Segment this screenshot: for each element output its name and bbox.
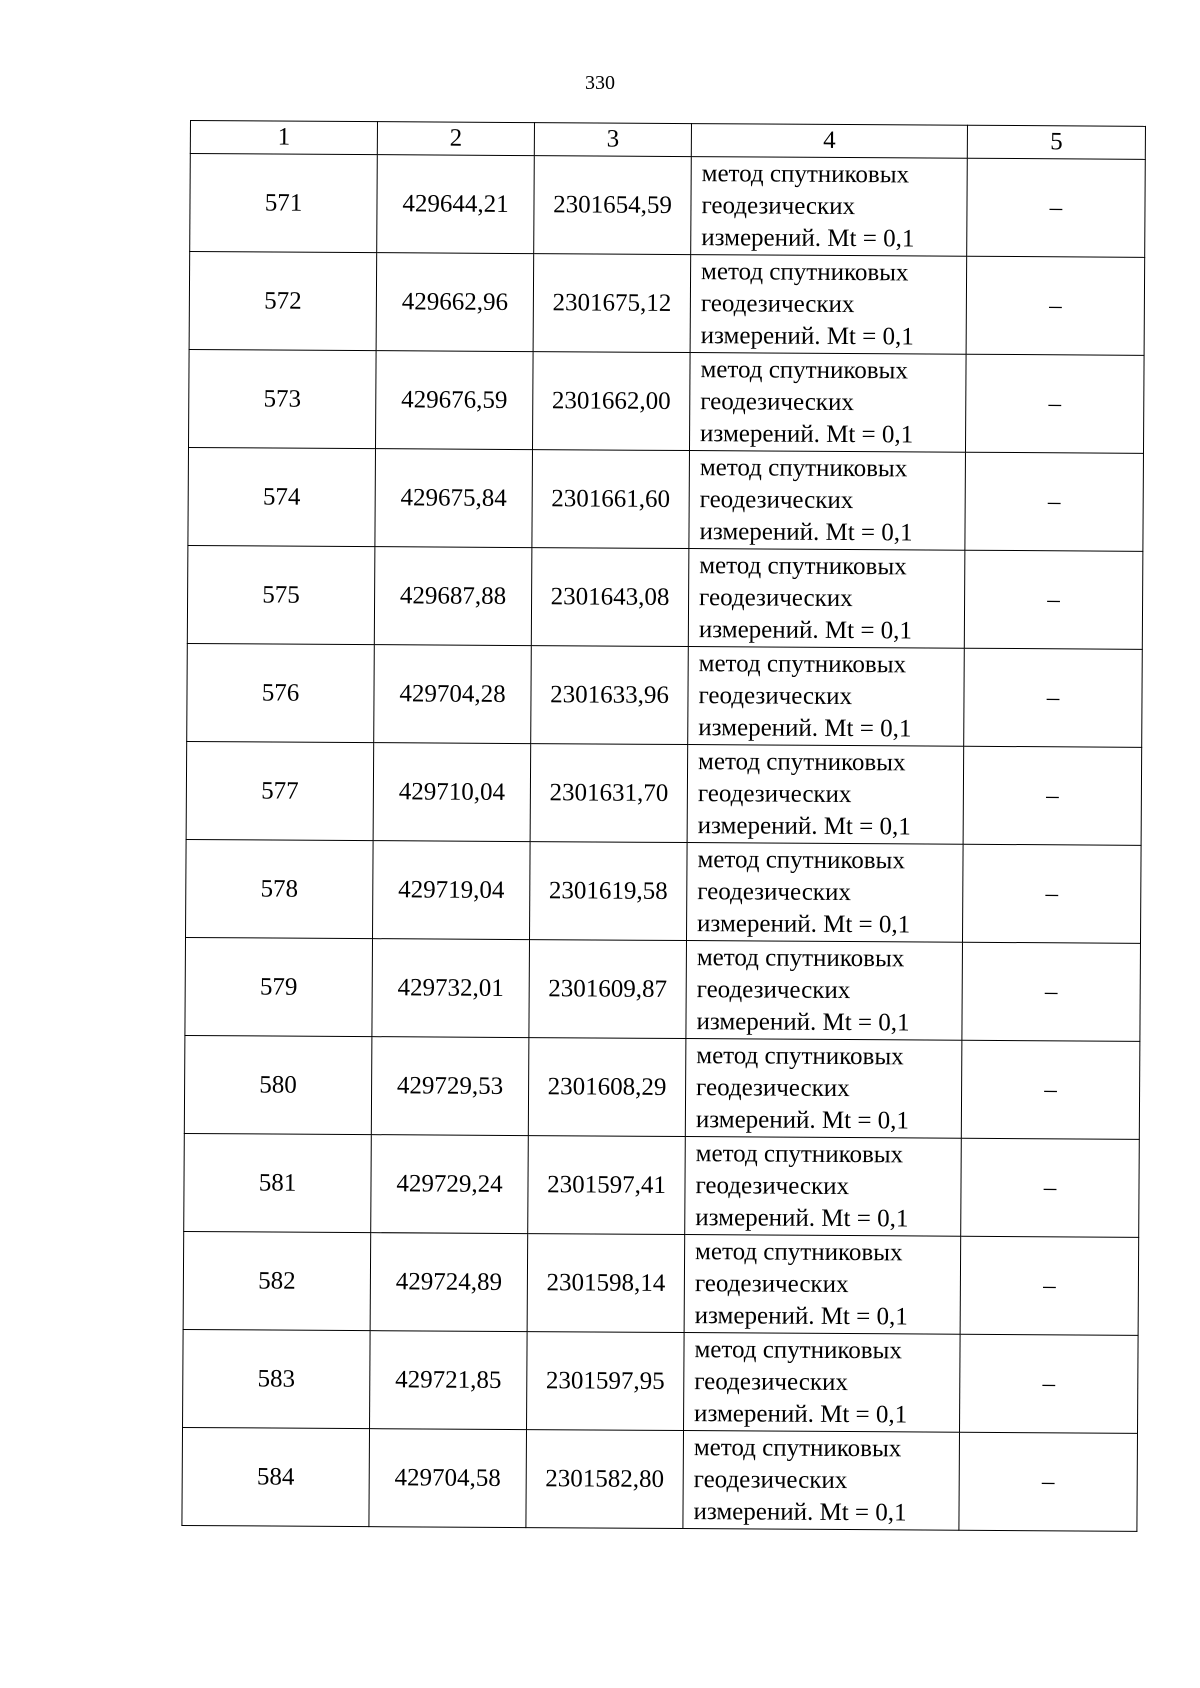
method-line: измерений. Mt = 0,1 — [700, 419, 914, 448]
x-coordinate-cell: 429721,85 — [370, 1331, 528, 1430]
y-coordinate-cell: 2301643,08 — [531, 548, 689, 647]
method-line: измерений. Mt = 0,1 — [696, 1007, 910, 1036]
method-line: метод спутниковых — [697, 845, 905, 874]
method-line: геодезических — [699, 583, 853, 612]
method-cell — [689, 451, 966, 551]
coordinates-table — [181, 120, 1146, 1532]
y-coordinate-cell: 2301582,80 — [526, 1430, 684, 1529]
y-coordinate-cell: 2301661,60 — [532, 450, 690, 549]
x-coordinate-cell: 429732,01 — [372, 939, 530, 1038]
method-line: измерений. Mt = 0,1 — [699, 517, 913, 546]
y-coordinate-cell: 2301597,41 — [528, 1136, 686, 1235]
method-line: измерений. Mt = 0,1 — [697, 811, 911, 840]
point-number-cell: 576 — [187, 643, 375, 742]
method-line: метод спутниковых — [693, 1433, 902, 1462]
y-coordinate-cell: 2301654,59 — [534, 156, 692, 255]
table-row — [187, 545, 1143, 649]
method-line: измерений. Mt = 0,1 — [700, 321, 914, 350]
note-cell: – — [966, 256, 1145, 355]
method-cell — [685, 1039, 962, 1139]
point-number-cell: 581 — [184, 1133, 372, 1232]
table-row — [182, 1427, 1138, 1531]
point-number-cell: 577 — [186, 741, 374, 840]
column-header-4: 4 — [691, 124, 967, 159]
table-row — [190, 154, 1146, 258]
note-cell: – — [962, 844, 1141, 943]
method-line: геодезических — [698, 681, 853, 710]
method-line: геодезических — [695, 1171, 850, 1200]
y-coordinate-cell: 2301619,58 — [529, 842, 687, 941]
column-header-2: 2 — [377, 122, 534, 156]
table-row — [183, 1329, 1139, 1433]
y-coordinate-cell: 2301597,95 — [527, 1332, 685, 1431]
method-line: геодезических — [700, 289, 855, 318]
method-line: измерений. Mt = 0,1 — [701, 223, 915, 252]
point-number-cell: 584 — [182, 1427, 370, 1526]
column-header-5: 5 — [967, 125, 1145, 159]
column-header-1: 1 — [190, 121, 377, 155]
x-coordinate-cell: 429719,04 — [373, 841, 531, 940]
point-number-cell: 579 — [185, 937, 373, 1036]
method-line: метод спутниковых — [698, 747, 906, 776]
x-coordinate-cell: 429729,24 — [371, 1135, 529, 1234]
method-line: метод спутниковых — [699, 551, 907, 580]
table-row — [183, 1231, 1139, 1335]
method-line: метод спутниковых — [700, 355, 908, 384]
point-number-cell: 583 — [183, 1329, 371, 1428]
x-coordinate-cell: 429729,53 — [371, 1037, 529, 1136]
point-number-cell: 574 — [188, 447, 376, 546]
method-line: измерений. Mt = 0,1 — [695, 1203, 909, 1232]
page-number: 330 — [585, 72, 615, 94]
method-cell — [687, 745, 964, 845]
note-cell: – — [967, 158, 1146, 257]
y-coordinate-cell: 2301675,12 — [533, 254, 691, 353]
point-number-cell: 571 — [190, 154, 378, 253]
method-line: метод спутниковых — [701, 159, 910, 188]
method-line: измерений. Mt = 0,1 — [697, 909, 911, 938]
note-cell: – — [959, 1432, 1138, 1531]
table-row — [184, 1035, 1140, 1139]
y-coordinate-cell: 2301609,87 — [529, 940, 687, 1039]
method-line: измерений. Mt = 0,1 — [695, 1105, 910, 1134]
method-line: измерений. Mt = 0,1 — [694, 1301, 908, 1330]
note-cell: – — [965, 452, 1144, 551]
x-coordinate-cell: 429676,59 — [375, 351, 533, 450]
x-coordinate-cell: 429724,89 — [370, 1233, 528, 1332]
method-cell — [689, 353, 966, 453]
x-coordinate-cell: 429687,88 — [374, 547, 532, 646]
method-cell — [691, 157, 968, 257]
x-coordinate-cell: 429675,84 — [375, 449, 533, 548]
x-coordinate-cell: 429710,04 — [373, 743, 531, 842]
method-line: геодезических — [699, 485, 854, 514]
column-header-3: 3 — [534, 123, 691, 157]
table-row — [184, 1133, 1140, 1237]
method-line: метод спутниковых — [699, 453, 908, 482]
method-cell — [684, 1333, 961, 1433]
table-row — [187, 643, 1143, 747]
note-cell: – — [963, 746, 1142, 845]
method-line: метод спутниковых — [694, 1335, 902, 1364]
note-cell: – — [964, 648, 1143, 747]
x-coordinate-cell: 429704,28 — [374, 645, 532, 744]
x-coordinate-cell: 429662,96 — [376, 253, 534, 352]
point-number-cell: 582 — [183, 1231, 371, 1330]
method-line: геодезических — [696, 1073, 850, 1102]
method-line: геодезических — [694, 1367, 848, 1396]
method-line: геодезических — [700, 387, 854, 416]
method-cell — [685, 1137, 962, 1237]
y-coordinate-cell: 2301662,00 — [532, 352, 690, 451]
method-line: геодезических — [694, 1269, 849, 1298]
method-cell — [690, 255, 967, 355]
y-coordinate-cell: 2301598,14 — [527, 1234, 685, 1333]
method-cell — [688, 549, 965, 649]
note-cell: – — [959, 1334, 1138, 1433]
y-coordinate-cell: 2301633,96 — [531, 646, 689, 745]
method-cell — [684, 1235, 961, 1335]
method-line: метод спутниковых — [695, 1139, 904, 1168]
point-number-cell: 578 — [186, 839, 374, 938]
note-cell: – — [960, 1236, 1139, 1335]
method-line: измерений. Mt = 0,1 — [698, 713, 912, 742]
x-coordinate-cell: 429704,58 — [369, 1429, 527, 1528]
table-row — [189, 252, 1145, 356]
method-cell — [686, 941, 963, 1041]
table-body — [182, 154, 1145, 1532]
method-line: геодезических — [701, 191, 856, 220]
note-cell: – — [964, 550, 1143, 649]
note-cell: – — [965, 354, 1144, 453]
method-line: измерений. Mt = 0,1 — [698, 615, 913, 644]
y-coordinate-cell: 2301608,29 — [528, 1038, 686, 1137]
table-row — [188, 447, 1144, 551]
method-line: геодезических — [696, 975, 851, 1004]
method-cell — [686, 843, 963, 943]
note-cell: – — [961, 1040, 1140, 1139]
method-line: метод спутниковых — [701, 257, 909, 286]
table-row — [188, 349, 1144, 453]
method-line: измерений. Mt = 0,1 — [693, 1497, 907, 1526]
method-line: измерений. Mt = 0,1 — [694, 1399, 908, 1428]
note-cell: – — [961, 1138, 1140, 1237]
method-line: метод спутниковых — [696, 1041, 904, 1070]
method-line: метод спутниковых — [696, 943, 905, 972]
table-row — [186, 839, 1142, 943]
method-cell — [683, 1431, 960, 1531]
method-cell — [688, 647, 965, 747]
x-coordinate-cell: 429644,21 — [377, 155, 535, 254]
point-number-cell: 573 — [188, 349, 376, 448]
point-number-cell: 575 — [187, 545, 375, 644]
method-line: геодезических — [697, 877, 851, 906]
note-cell: – — [962, 942, 1141, 1041]
method-line: метод спутниковых — [695, 1237, 903, 1266]
y-coordinate-cell: 2301631,70 — [530, 744, 688, 843]
point-number-cell: 580 — [184, 1035, 372, 1134]
table-row — [186, 741, 1142, 845]
method-line: геодезических — [693, 1465, 848, 1494]
table-row — [185, 937, 1141, 1041]
method-line: геодезических — [697, 779, 852, 808]
point-number-cell: 572 — [189, 252, 377, 351]
method-line: метод спутниковых — [698, 649, 907, 678]
